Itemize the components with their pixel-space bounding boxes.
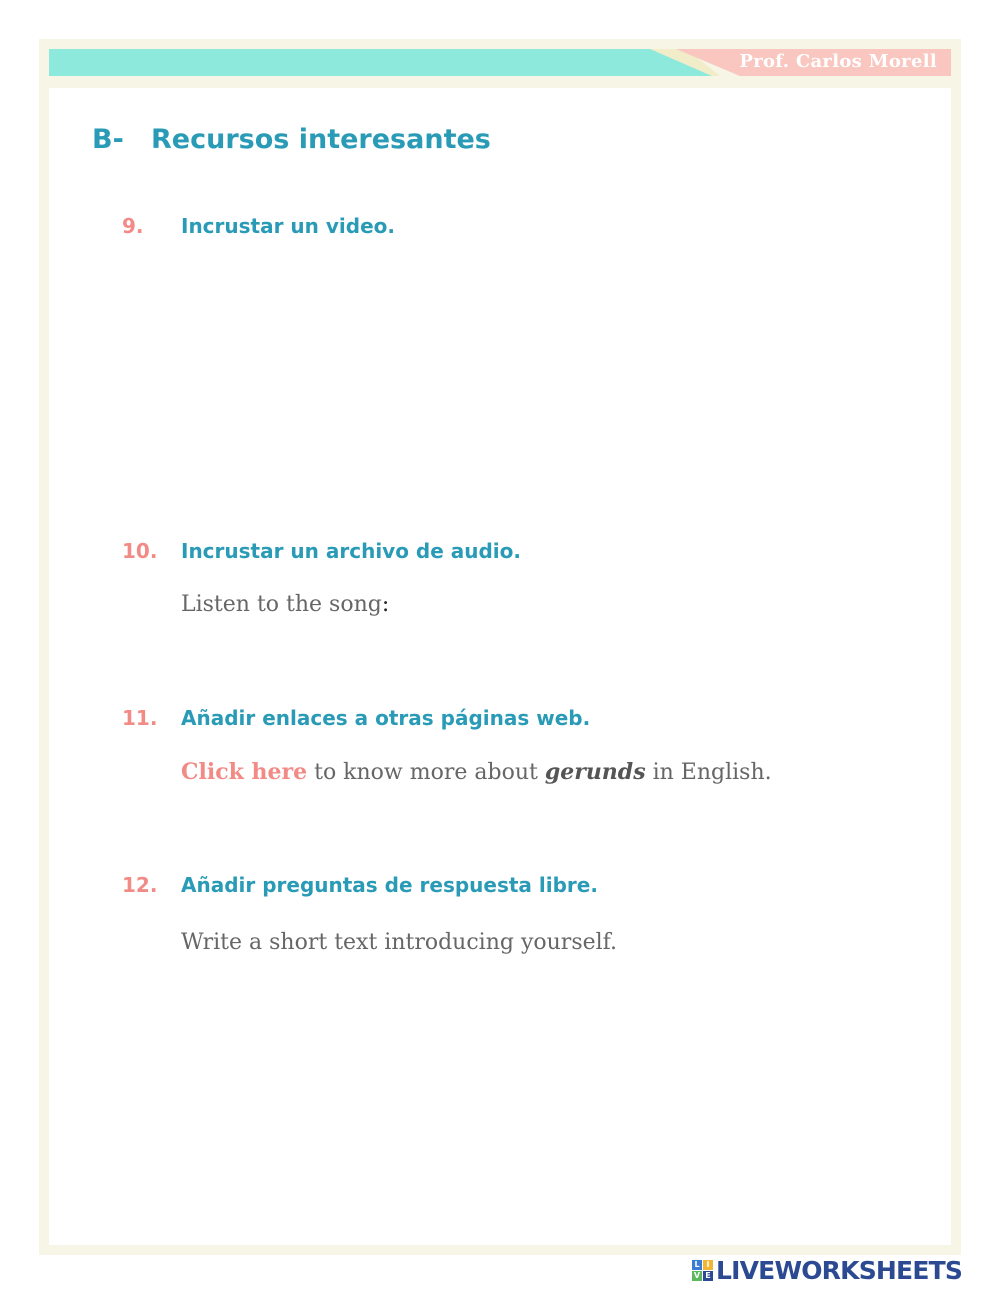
- item-number: 11.: [122, 706, 158, 730]
- item-number: 9.: [122, 214, 144, 238]
- liveworksheets-logo: [692, 1254, 962, 1286]
- instruction-text: in English.: [645, 760, 772, 785]
- logo-letter: V: [693, 1270, 701, 1280]
- item-instruction: [181, 592, 389, 617]
- click-here-link[interactable]: Click here: [181, 759, 308, 785]
- author-name: Prof. Carlos Morell: [739, 51, 937, 72]
- logo-letter: L: [692, 1260, 702, 1270]
- logo-letter: E: [703, 1271, 713, 1281]
- brand-name: LIVEWORKSHEETS: [716, 1255, 963, 1285]
- item-number: 10.: [122, 539, 158, 563]
- item-title: Incrustar un video.: [181, 214, 395, 238]
- item-instruction: [181, 759, 772, 785]
- video-embed-area[interactable]: [181, 256, 781, 506]
- item-title: Añadir enlaces a otras páginas web.: [181, 706, 591, 730]
- section-title: Recursos interesantes: [151, 124, 491, 155]
- section-letter: B-: [92, 124, 124, 155]
- emphasis-word: gerunds: [544, 759, 646, 785]
- instruction-text: Listen to the song: [181, 592, 382, 617]
- item-instruction: Write a short text introducing yourself.: [181, 930, 618, 955]
- section-heading: [92, 124, 491, 155]
- item-title: Añadir preguntas de respuesta libre.: [181, 873, 598, 897]
- instruction-colon: :: [381, 592, 390, 617]
- item-title: Incrustar un archivo de audio.: [181, 539, 521, 563]
- instruction-text: to know more about: [307, 760, 545, 785]
- logo-letter: I: [703, 1260, 713, 1270]
- item-number: 12.: [122, 873, 158, 897]
- header-teal-bar: [49, 49, 719, 76]
- liveworksheets-logo-icon: [692, 1260, 713, 1281]
